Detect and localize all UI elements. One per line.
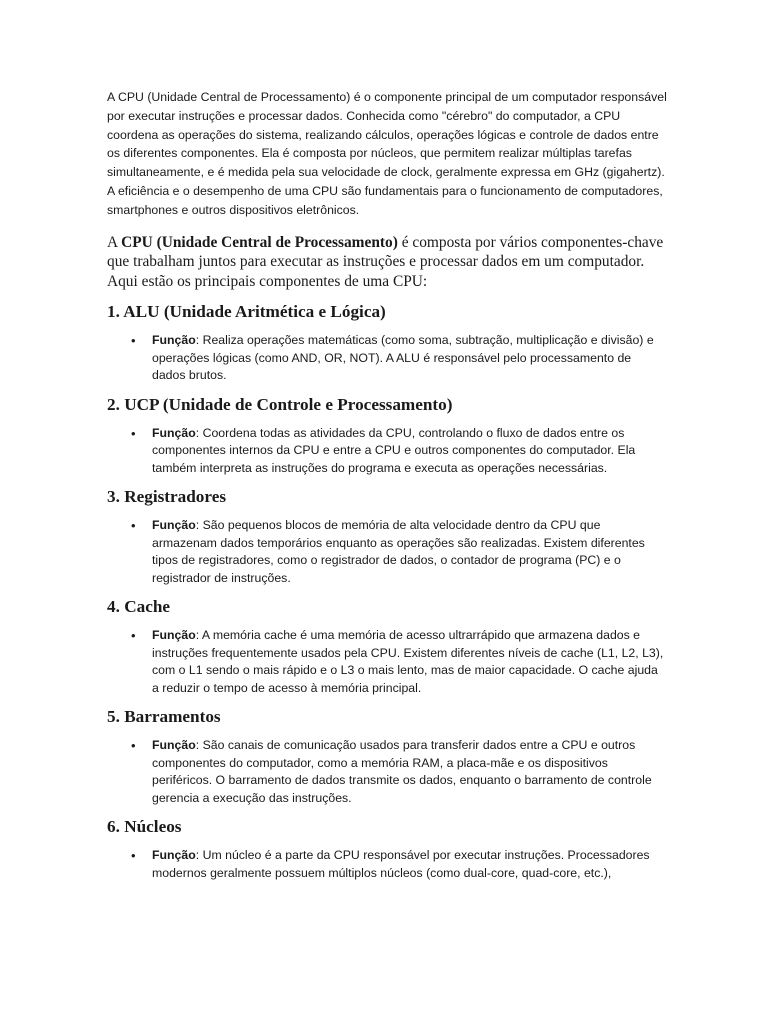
list-item [152,627,667,697]
list-item [152,847,667,882]
item-label: Função [152,738,196,753]
list-item [152,517,667,587]
section-alu [107,300,667,385]
section-cache [107,595,667,697]
section-heading: 1. ALU (Unidade Aritmética e Lógica) [107,302,386,322]
section-nucleos [107,815,667,882]
item-text: : A memória cache é uma memória de acesso ultrarrápido que armazena dados e instruções frequentemente usados pela CPU. Existem diferentes níveis de cache (L1, L2, L3), com o L1 sendo o mais rápido e o L3 o mais lento, mas de maior capacidade. O cache ajuda a reduzir o tempo de acesso à memória principal. [152,628,664,695]
item-label: Função [152,518,196,533]
lead-suffix: é composta por vários componentes-chave que trabalham juntos para executar as instruções e processar dados em um computador. Aqui estão os principais componentes de uma CPU: [107,233,664,290]
section-heading: 4. Cache [107,597,171,617]
section-heading: 3. Registradores [107,487,227,507]
item-label: Função [152,333,196,348]
bullet-list [107,517,667,587]
item-text: : Coordena todas as atividades da CPU, controlando o fluxo de dados entre os componentes internos da CPU e entre a CPU e outros componentes do computador. Ela também interpreta as instruções do programa e executa as operações necessárias. [152,425,636,475]
document-page [107,88,667,890]
bullet-list [107,627,667,697]
lead-prefix: A [107,233,122,251]
bullet-list [107,425,667,478]
lead-paragraph [107,233,667,292]
section-heading: 6. Núcleos [107,817,182,837]
bullet-list [107,332,667,385]
list-item [152,737,667,807]
bullet-list [107,737,667,807]
item-text: : São canais de comunicação usados para transferir dados entre a CPU e outros componentes do computador, como a memória RAM, a placa-mãe e os dispositivos periféricos. O barramento de dados transmite os dados, enquanto o barramento de controle gerencia a execução das instruções. [152,738,652,805]
bullet-list [107,847,667,882]
item-label: Função [152,425,196,440]
lead-bold-term: CPU (Unidade Central de Processamento) [121,233,398,251]
item-label: Função [152,848,196,863]
section-registradores [107,485,667,587]
item-text: : Realiza operações matemáticas (como soma, subtração, multiplicação e divisão) e operações lógicas (como AND, OR, NOT). A ALU é responsável pelo processamento de dados brutos. [152,333,654,383]
section-ucp [107,393,667,478]
item-text: : Um núcleo é a parte da CPU responsável por executar instruções. Processadores modernos geralmente possuem múltiplos núcleos (como dual-core, quad-core, etc.), [152,848,650,880]
section-heading: 2. UCP (Unidade de Controle e Processamento) [107,394,453,414]
section-barramentos [107,705,667,807]
list-item [152,425,667,478]
list-item [152,332,667,385]
intro-paragraph: A CPU (Unidade Central de Processamento) é o componente principal de um computador responsável por executar instruções e processar dados. Conhecida como "cérebro" do computador, a CPU coordena as operações do sistema, realizando cálculos, operações lógicas e controle de dados entre os diferentes componentes. Ela é composta por núcleos, que permitem realizar múltiplas tarefas simultaneamente, e é medida pela sua velocidade de clock, geralmente expressa em GHz (gigahertz). A eficiência e o desempenho de uma CPU são fundamentais para o funcionamento de computadores, smartphones e outros dispositivos eletrônicos. [107,90,667,217]
item-label: Função [152,628,196,643]
item-text: : São pequenos blocos de memória de alta velocidade dentro da CPU que armazenam dados temporários enquanto as operações são realizadas. Existem diferentes tipos de registradores, como o registrador de dados, o contador de programa (PC) e o registrador de instruções. [152,518,645,585]
section-heading: 5. Barramentos [107,707,221,727]
